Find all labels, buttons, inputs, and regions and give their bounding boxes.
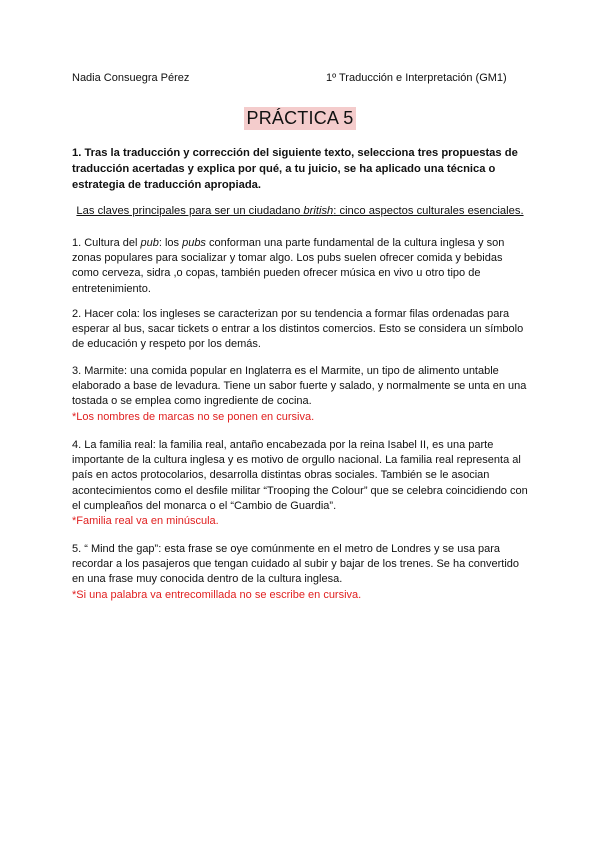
p1-prefix: 1. Cultura del <box>72 237 141 249</box>
p1-middle: : los <box>158 237 183 249</box>
page-title: PRÁCTICA 5 <box>246 108 354 128</box>
p1-rest: conforman una parte fundamental de la cultura inglesa y son zonas populares para socializar y tomar algo. Los pubs suelen ofrecer comida y bebidas como cerveza, sidra ,o copas, también pueden ofrecer música en vivo u otro tipo de entretenimiento. <box>72 237 505 295</box>
paragraph-4-note: *Familia real va en minúscula. <box>72 515 219 528</box>
paragraph-2-text: 2. Hacer cola: los ingleses se caracterizan por su tendencia a formar filas ordenadas para esperar al bus, sacar tickets o entrar a los distintos comercios. Esto se considera un símbolo de educación y respeto por los demás. <box>72 308 524 351</box>
paragraph-5-text: 5. “ Mind the gap”: esta frase se oye comúnmente en el metro de Londres y se usa para recordar a los pasajeros que tengan cuidado al subir y bajar de los trenes. Se ha convertido en una frase muy conocida dentro de la cultura inglesa. <box>72 543 519 586</box>
p1-italic-pubs: pubs <box>182 237 206 249</box>
paragraph-1-text <box>72 236 532 297</box>
course-name: 1º Traducción e Interpretación (GM1) <box>326 72 507 84</box>
paragraph-4-text: 4. La familia real: la familia real, antaño encabezada por la reina Isabel II, es una parte importante de la cultura inglesa y es motivo de orgullo nacional. La familia real representa al país en actos protocolarios, desarrolla distintas obras sociales. También se le asocian acontecimientos como el desfile militar “Trooping the Colour” que se celebra coincidiendo con el cumpleaños del monarca o el “Cambio de Guardia”. <box>72 439 528 512</box>
paragraph-3-note: *Los nombres de marcas no se ponen en cursiva. <box>72 410 315 423</box>
paragraph-3 <box>72 364 532 425</box>
paragraph-4 <box>72 438 532 529</box>
title-container <box>0 107 600 130</box>
author-name: Nadia Consuegra Pérez <box>72 72 190 84</box>
paragraph-1 <box>72 236 532 297</box>
paragraph-5 <box>72 542 532 603</box>
text-subtitle <box>0 205 600 217</box>
subtitle-italic: british <box>303 205 334 217</box>
paragraph-2 <box>72 307 532 353</box>
exercise-instructions: 1. Tras la traducción y corrección del siguiente texto, selecciona tres propuestas de traducción acertadas y explica por qué, a tu juicio, se ha aplicado una técnica o estrategia de traducción apropiada. <box>72 147 518 191</box>
paragraph-3-text: 3. Marmite: una comida popular en Inglaterra es el Marmite, un tipo de alimento untable elaborado a base de levadura. Tiene un sabor fuerte y salado, y normalmente se unta en una tostada o se emplea como ingrediente de cocina. <box>72 365 527 408</box>
paragraph-5-note: *Si una palabra va entrecomillada no se escribe en cursiva. <box>72 588 362 601</box>
p1-italic-pub: pub <box>140 237 159 249</box>
subtitle-after: : cinco aspectos culturales esenciales. <box>333 205 524 217</box>
subtitle-before: Las claves principales para ser un ciudadano <box>76 205 304 217</box>
